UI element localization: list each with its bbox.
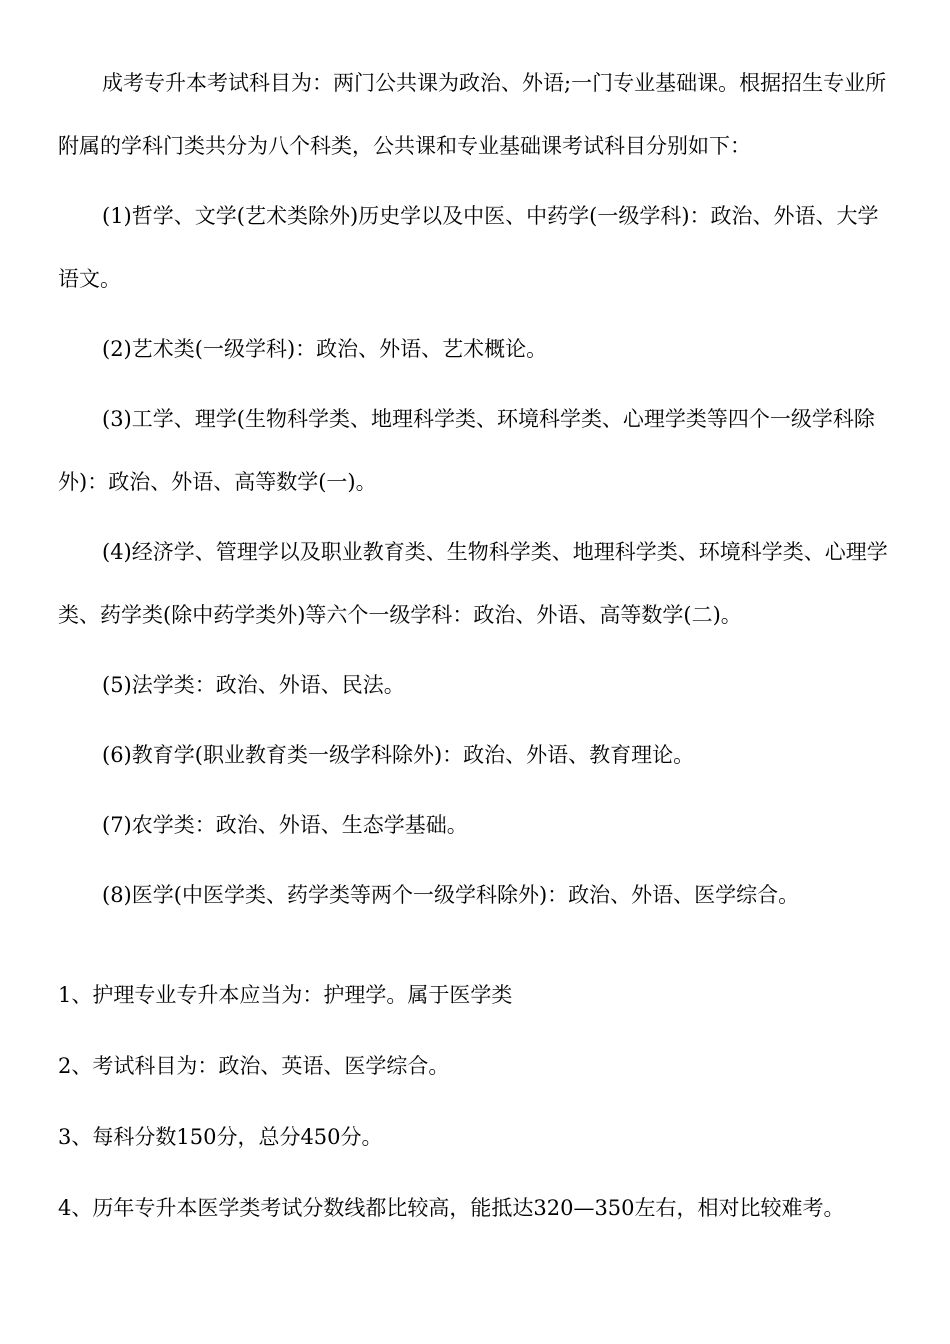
intro-paragraph: 成考专升本考试科目为：两门公共课为政治、外语;一门专业基础课。根据招生专业所附属的学科门类共分为八个科类，公共课和专业基础课考试科目分别如下： [58, 71, 887, 158]
category-item-3: (3)工学、理学(生物科学类、地理科学类、环境科学类、心理学类等四个一级学科除外)：政治、外语、高等数学(一)。 [58, 407, 875, 494]
category-item-4: (4)经济学、管理学以及职业教育类、生物科学类、地理科学类、环境科学类、心理学类、药学类(除中药学类外)等六个一级学科：政治、外语、高等数学(二)。 [58, 540, 888, 627]
category-item-1: (1)哲学、文学(艺术类除外)历史学以及中医、中药学(一级学科)：政治、外语、大学语文。 [58, 204, 879, 291]
nursing-item-1: 1、护理专业专升本应当为：护理学。属于医学类 [58, 983, 513, 1007]
category-item-2: (2)艺术类(一级学科)：政治、外语、艺术概论。 [102, 337, 548, 361]
category-item-7: (7)农学类：政治、外语、生态学基础。 [102, 813, 468, 837]
section-gap [58, 934, 892, 978]
nursing-item-3: 3、每科分数150分，总分450分。 [58, 1125, 383, 1149]
nursing-item-4: 4、历年专升本医学类考试分数线都比较高，能抵达320—350左右，相对比较难考。 [58, 1196, 845, 1220]
document-page [58, 52, 892, 1262]
category-item-5: (5)法学类：政治、外语、民法。 [102, 673, 405, 697]
category-item-6: (6)教育学(职业教育类一级学科除外)：政治、外语、教育理论。 [102, 743, 695, 767]
category-item-8: (8)医学(中医学类、药学类等两个一级学科除外)：政治、外语、医学综合。 [102, 883, 800, 907]
nursing-item-2: 2、考试科目为：政治、英语、医学综合。 [58, 1054, 450, 1078]
